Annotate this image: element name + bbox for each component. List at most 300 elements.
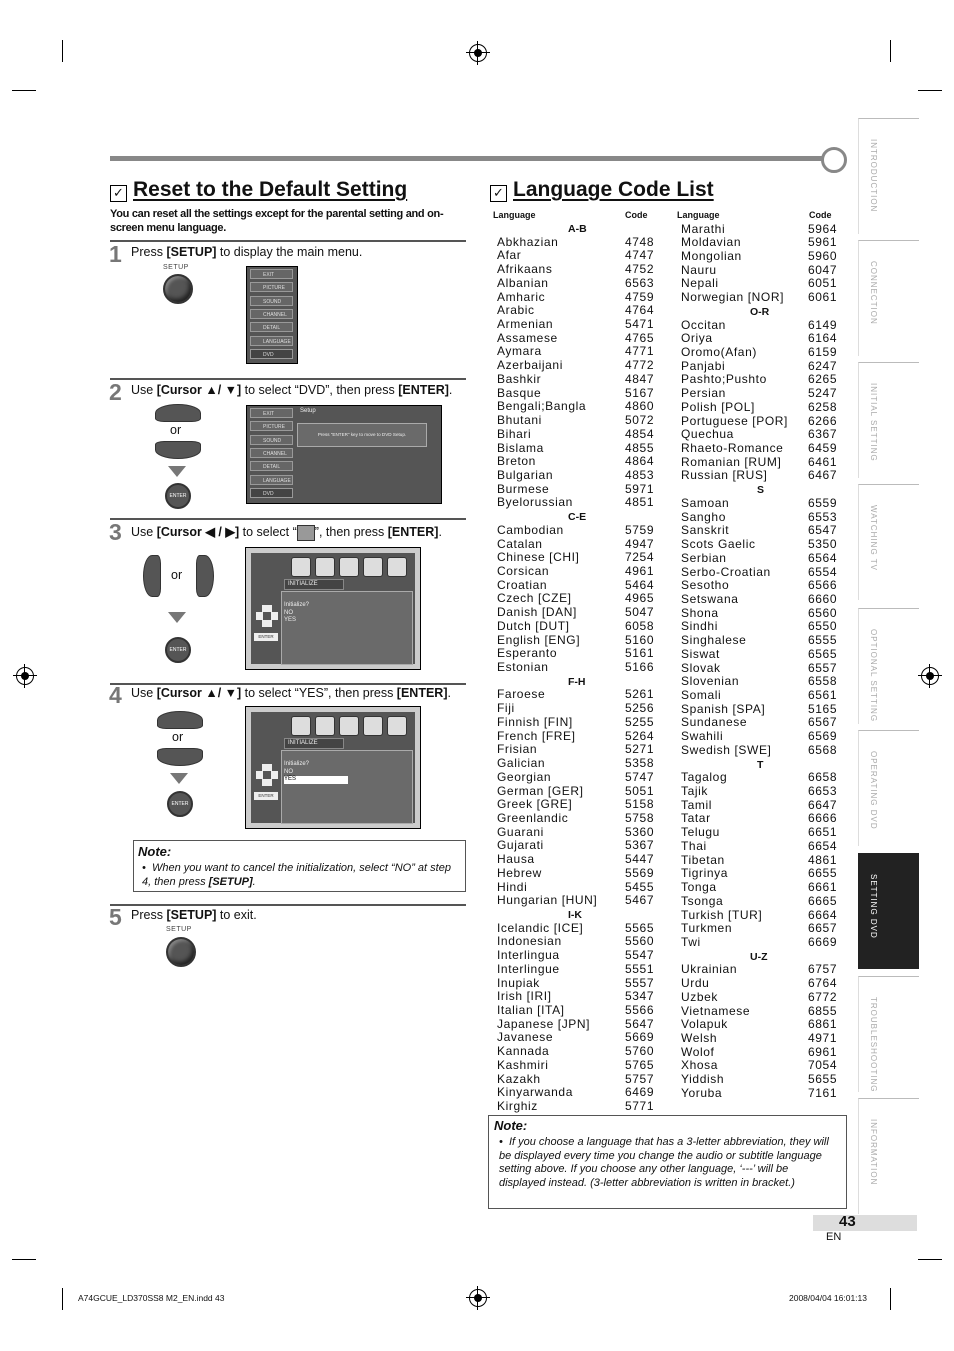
language-code: 5551 (625, 961, 655, 976)
language-code: 6861 (808, 1017, 838, 1032)
col1-language-header: Language (493, 210, 536, 220)
language-name: Siswat (681, 646, 720, 661)
language-name: Breton (497, 454, 536, 469)
step-number: 5 (109, 904, 122, 930)
language-code: 5347 (625, 989, 655, 1004)
initialize-options (282, 751, 412, 784)
cursor-up-button[interactable] (157, 711, 203, 729)
step-5-text: Press [SETUP] to exit. (131, 908, 257, 922)
side-tab-watching-tv[interactable] (858, 484, 919, 600)
initialize-tab: INITIALIZE (284, 738, 344, 749)
side-tab-label: INTRODUCTION (869, 139, 878, 213)
initialize-screen-1 (245, 547, 421, 670)
side-tab-label: OPTIONAL SETTING (869, 629, 878, 723)
reset-title: Reset to the Default Setting (133, 178, 408, 201)
language-name: Yoruba (681, 1085, 723, 1100)
initialize-tab: INITIALIZE (284, 579, 344, 590)
language-name: Japanese [JPN] (497, 1016, 591, 1031)
language-code: 5358 (625, 756, 655, 771)
initialize-screen-inner (251, 553, 415, 664)
step-divider (110, 518, 466, 520)
language-code: 6651 (808, 825, 838, 840)
language-code: 6855 (808, 1003, 838, 1018)
language-code: 6568 (808, 742, 838, 757)
language-name: Tamil (681, 797, 713, 812)
cursor-pad-icon (256, 764, 278, 786)
side-tab-label: OPERATING DVD (869, 751, 878, 830)
language-code: 5960 (808, 248, 838, 263)
language-code: 5669 (625, 1030, 655, 1045)
language-name: Tsonga (681, 893, 724, 908)
menu-item-dvd[interactable]: DVD (250, 349, 293, 359)
language-code: 6658 (808, 770, 838, 785)
arrow-down-icon (170, 773, 188, 784)
language-code: 5256 (625, 701, 655, 716)
language-code: 6664 (808, 907, 838, 922)
setup-button[interactable] (166, 937, 196, 967)
footer-file-info: A74GCUE_LD370SS8 M2_EN.indd 43 (78, 1293, 225, 1303)
footer-timestamp: 2008/04/04 16:01:13 (789, 1293, 867, 1303)
crop-mark (890, 40, 891, 62)
language-code: 4748 (625, 234, 655, 249)
language-code: 5047 (625, 605, 655, 620)
language-code: 5158 (625, 797, 655, 812)
language-code: 5467 (625, 893, 655, 908)
language-code: 6647 (808, 797, 838, 812)
setup-button-label: SETUP (163, 264, 189, 271)
language-name: Bashkir (497, 371, 542, 386)
side-tab-optional-setting[interactable] (858, 608, 919, 724)
language-code: 6051 (808, 276, 838, 291)
initialize-icon (297, 525, 315, 541)
menu-item-picture[interactable]: PICTURE (250, 282, 293, 292)
language-name: Panjabi (681, 358, 726, 373)
option-no: NO (284, 768, 293, 775)
language-code: 5569 (625, 865, 655, 880)
language-code: 7054 (808, 1058, 838, 1073)
language-name: Faroese (497, 687, 546, 702)
language-name: Greek [GRE] (497, 797, 573, 812)
language-name: Finnish [FIN] (497, 714, 573, 729)
language-name: Serbian (681, 550, 727, 565)
language-code: 6560 (808, 605, 838, 620)
step-number: 2 (109, 379, 122, 405)
language-code: 5765 (625, 1057, 655, 1072)
language-code: 4965 (625, 591, 655, 606)
menu-item-sound[interactable]: SOUND (250, 435, 293, 445)
language-name: Kirghiz (497, 1099, 538, 1114)
reset-note-box (133, 840, 466, 892)
language-section-heading (490, 178, 714, 202)
language-name: Oriya (681, 331, 713, 346)
language-code: 6461 (808, 454, 838, 469)
step-3-text: Use [Cursor ◀ / ▶] to select “ ”, then press [ENTER]. (131, 525, 442, 539)
language-name: Portuguese [POR] (681, 413, 788, 428)
language-name: Romanian [RUM] (681, 454, 782, 469)
initialize-question: Initialize? (284, 761, 310, 767)
language-name: Galician (497, 756, 546, 771)
enter-button[interactable]: ENTER (167, 791, 193, 817)
side-tab-troubleshooting[interactable] (858, 976, 919, 1092)
language-section-header: F-H (568, 675, 586, 688)
language-code: 6764 (808, 976, 838, 991)
language-section-header: T (757, 758, 764, 771)
enter-button[interactable]: ENTER (165, 483, 191, 509)
language-code: 7254 (625, 550, 655, 565)
language-code: 6047 (808, 262, 838, 277)
menu-item-exit[interactable]: EXIT (250, 408, 293, 418)
menu-item-detail[interactable]: DETAIL (250, 461, 293, 471)
language-code: 6547 (808, 523, 838, 538)
menu-item-picture[interactable]: PICTURE (250, 421, 293, 431)
menu-item-exit[interactable]: EXIT (250, 269, 293, 279)
language-name: Frisian (497, 742, 538, 757)
language-code: 5051 (625, 783, 655, 798)
registration-mark-icon (469, 44, 487, 62)
language-code: 4855 (625, 440, 655, 455)
language-name: Urdu (681, 976, 710, 991)
language-name: French [FRE] (497, 728, 576, 743)
language-name: Czech [CZE] (497, 591, 572, 606)
language-name: Arabic (497, 303, 535, 318)
language-code: 6661 (808, 880, 838, 895)
language-name: Georgian (497, 769, 552, 784)
language-name: Interlingua (497, 948, 560, 963)
language-code: 5560 (625, 934, 655, 949)
language-code: 5367 (625, 838, 655, 853)
language-name: Tajik (681, 784, 709, 799)
language-code: 6563 (625, 275, 655, 290)
language-code: 5072 (625, 413, 655, 428)
header-bar (110, 156, 822, 161)
language-code: 6558 (808, 674, 838, 689)
col1-code-header: Code (625, 210, 648, 220)
cursor-up-button[interactable] (155, 404, 201, 422)
language-code: 6564 (808, 550, 838, 565)
or-label: or (171, 568, 183, 582)
language-name: Indonesian (497, 934, 562, 949)
language-section-header: I-K (568, 909, 582, 921)
language-code: 5565 (625, 920, 655, 935)
language-name: Wolof (681, 1044, 715, 1059)
cursor-left-button[interactable] (143, 555, 161, 597)
language-section-header: O-R (750, 305, 770, 318)
setup-menu-screen (246, 405, 442, 504)
language-code: 6258 (808, 399, 838, 414)
language-name: Cambodian (497, 522, 564, 537)
language-code: 5167 (625, 385, 655, 400)
note-title: Note: (138, 844, 172, 859)
side-tab-label: INITIAL SETTING (869, 383, 878, 462)
enter-hint: ENTER (254, 792, 278, 800)
language-code: 5547 (625, 948, 655, 963)
checkbox-icon: ✓ (110, 185, 127, 202)
language-name: Tatar (681, 811, 711, 826)
language-name: Kinyarwanda (497, 1085, 573, 1100)
language-name: Hausa (497, 852, 535, 867)
menu-item-language[interactable]: LANGUAGE (250, 336, 293, 346)
arrow-down-icon (168, 466, 186, 477)
step-divider (110, 378, 466, 380)
language-name: Somali (681, 687, 722, 702)
side-tab-operating-dvd[interactable] (858, 730, 919, 846)
step-1-text: Press [SETUP] to display the main menu. (131, 245, 363, 259)
language-note-box (488, 1115, 847, 1209)
language-name: Icelandic [ICE] (497, 920, 584, 935)
language-name: Burmese (497, 481, 550, 496)
language-code: 5261 (625, 687, 655, 702)
language-name: Byelorussian (497, 495, 573, 510)
language-name: Nauru (681, 262, 717, 277)
setup-panel-message-box (297, 423, 427, 447)
language-code: 6159 (808, 344, 838, 359)
language-code: 5447 (625, 852, 655, 867)
language-name: Kannada (497, 1044, 550, 1059)
language-code: 6061 (808, 290, 838, 305)
side-tab-label: WATCHING TV (869, 505, 878, 571)
side-tab-information[interactable] (858, 1098, 919, 1214)
language-code: 5758 (625, 810, 655, 825)
language-code: 4752 (625, 262, 655, 277)
side-tab-connection[interactable] (858, 240, 919, 356)
language-name: English [ENG] (497, 632, 581, 647)
language-code: 6565 (808, 646, 838, 661)
language-code: 4971 (808, 1030, 838, 1045)
language-name: Fiji (497, 701, 515, 716)
language-name: Sangho (681, 509, 726, 524)
language-code: 5166 (625, 660, 655, 675)
language-name: Assamese (497, 330, 558, 345)
language-name: Bulgarian (497, 467, 554, 482)
initialize-screen-2 (245, 706, 421, 829)
language-code: 5255 (625, 714, 655, 729)
side-tab-setting-dvd[interactable] (858, 853, 919, 969)
step-number: 1 (109, 241, 122, 267)
language-code: 4864 (625, 454, 655, 469)
language-code: 5760 (625, 1044, 655, 1059)
language-name: Thai (681, 838, 707, 853)
language-code: 6772 (808, 989, 838, 1004)
cursor-pad-icon (256, 605, 278, 627)
language-name: Bengali;Bangla (497, 399, 587, 414)
language-name: Gujarati (497, 838, 544, 853)
language-name: Twi (681, 934, 701, 949)
language-code: 4764 (625, 303, 655, 318)
language-name: Danish [DAN] (497, 605, 577, 620)
page-language: EN (826, 1231, 842, 1243)
language-code: 6666 (808, 811, 838, 826)
language-code: 5759 (625, 522, 655, 537)
language-section-header: U-Z (750, 950, 768, 963)
language-name: Afar (497, 248, 522, 263)
menu-item-dvd[interactable]: DVD (250, 488, 293, 498)
language-name: Aymara (497, 344, 542, 359)
language-name: Inupiak (497, 975, 540, 990)
language-code: 5165 (808, 701, 838, 716)
side-tab-introduction[interactable] (858, 118, 919, 234)
language-section-header: S (757, 484, 765, 497)
language-code: 5566 (625, 1003, 655, 1018)
menu-item-sound[interactable]: SOUND (250, 296, 293, 306)
cursor-down-button[interactable] (157, 748, 203, 766)
language-name: Corsican (497, 564, 550, 578)
note-title: Note: (494, 1118, 528, 1133)
language-name: Sanskrit (681, 523, 730, 538)
language-code: 5647 (625, 1016, 655, 1031)
language-name: Javanese (497, 1030, 554, 1045)
language-code: 6757 (808, 962, 838, 977)
language-code: 6657 (808, 921, 838, 936)
language-name: Italian [ITA] (497, 1003, 565, 1018)
language-code: 6247 (808, 358, 838, 373)
language-name: Welsh (681, 1030, 718, 1045)
language-name: Norwegian [NOR] (681, 290, 785, 305)
language-code: 5247 (808, 386, 838, 401)
side-tab-label: SETTING DVD (869, 874, 878, 939)
language-code: 6467 (808, 468, 838, 483)
page-number: 43 (839, 1213, 856, 1230)
language-code: 5747 (625, 769, 655, 784)
language-name: Slovenian (681, 674, 740, 689)
language-name: Singhalese (681, 633, 747, 648)
language-name: Telugu (681, 825, 720, 840)
language-name: Sesotho (681, 578, 730, 593)
language-code: 6566 (808, 578, 838, 593)
language-name: Interlingue (497, 961, 560, 976)
language-name: Basque (497, 385, 542, 400)
language-code: 5961 (808, 235, 838, 250)
language-name: Greenlandic (497, 810, 569, 825)
side-tab-label: TROUBLESHOOTING (869, 997, 878, 1093)
language-name: Scots Gaelic (681, 537, 756, 552)
enter-button[interactable]: ENTER (165, 637, 191, 663)
language-name: Azerbaijani (497, 358, 563, 373)
language-name: Kazakh (497, 1071, 541, 1086)
crop-mark (918, 1259, 942, 1260)
side-tab-label: CONNECTION (869, 261, 878, 325)
language-code: 6553 (808, 509, 838, 524)
language-name: Xhosa (681, 1058, 719, 1073)
menu-item-channel[interactable]: CHANNEL (250, 309, 293, 319)
enter-hint: ENTER (254, 633, 278, 641)
step-divider (110, 904, 466, 906)
side-tab-initial-setting[interactable] (858, 362, 919, 478)
language-code: 6655 (808, 866, 838, 881)
language-name: Tigrinya (681, 866, 729, 881)
step-4-text: Use [Cursor ▲/ ▼] to select “YES”, then press [ENTER]. (131, 686, 451, 700)
language-name: Catalan (497, 536, 543, 551)
reset-section-heading (110, 178, 407, 202)
crop-mark (62, 40, 63, 62)
language-name: Marathi (681, 221, 726, 236)
crop-mark (62, 1288, 63, 1310)
language-code: 4771 (625, 344, 655, 359)
step-2-text: Use [Cursor ▲/ ▼] to select “DVD”, then press [ENTER]. (131, 383, 453, 397)
initialize-question: Initialize? (284, 602, 310, 608)
language-name: Yiddish (681, 1072, 725, 1087)
language-name: Uzbek (681, 989, 719, 1004)
language-code: 6550 (808, 619, 838, 634)
language-name: Serbo-Croatian (681, 564, 771, 579)
or-label: or (172, 730, 184, 744)
language-code: 5471 (625, 317, 655, 332)
language-name: Slovak (681, 660, 721, 675)
col2-language-header: Language (677, 210, 720, 220)
language-name: Armenian (497, 317, 554, 332)
language-name: Bihari (497, 426, 532, 441)
side-tab-label: INFORMATION (869, 1119, 878, 1186)
language-name: Tonga (681, 880, 717, 895)
language-code: 4759 (625, 289, 655, 304)
language-name: Turkish [TUR] (681, 907, 763, 922)
language-code: 4860 (625, 399, 655, 414)
language-name: German [GER] (497, 783, 584, 798)
menu-item-channel[interactable]: CHANNEL (250, 448, 293, 458)
language-name: Swahili (681, 729, 724, 744)
language-code: 6561 (808, 687, 838, 702)
language-code: 6569 (808, 729, 838, 744)
language-code: 6164 (808, 331, 838, 346)
initialize-screen-inner (251, 712, 415, 823)
language-name: Esperanto (497, 646, 558, 661)
language-code: 6961 (808, 1044, 838, 1059)
language-code: 4851 (625, 495, 655, 510)
language-name: Moldavian (681, 235, 742, 250)
language-code: 6555 (808, 633, 838, 648)
language-code: 4854 (625, 426, 655, 441)
page-number-bar (813, 1215, 917, 1231)
reset-intro: You can reset all the settings except for the parental setting and on-screen menu language. (110, 208, 444, 234)
note-text: • If you choose a language that has a 3-letter abbreviation, they will be displayed every time you change the audio or subtitle language setting above. If you choose any other language, ‘---’ will be displayed instead. (3-letter abbreviation is written in bracket.) (499, 1136, 829, 1189)
language-name: Quechua (681, 427, 734, 442)
menu-item-detail[interactable]: DETAIL (250, 322, 293, 332)
language-code: 5271 (625, 742, 655, 757)
language-code: 6559 (808, 495, 838, 510)
cursor-right-button[interactable] (196, 555, 214, 597)
menu-item-language[interactable]: LANGUAGE (250, 475, 293, 485)
initialize-panel (281, 591, 413, 665)
registration-mark-icon (921, 667, 939, 685)
language-name: Samoan (681, 495, 730, 510)
crop-mark (890, 1288, 891, 1310)
language-code: 5971 (625, 481, 655, 496)
language-name: Estonian (497, 660, 549, 675)
cursor-down-button[interactable] (155, 441, 201, 459)
setup-button[interactable] (163, 274, 193, 304)
language-section-header: C-E (568, 511, 587, 524)
initialize-panel (281, 750, 413, 824)
language-name: Bislama (497, 440, 544, 455)
language-name: Hebrew (497, 865, 542, 880)
language-name: Ukrainian (681, 962, 738, 977)
language-code: 6557 (808, 660, 838, 675)
language-name: Vietnamese (681, 1003, 751, 1018)
language-code: 6554 (808, 564, 838, 579)
registration-mark-icon (469, 1289, 487, 1307)
language-name: Hindi (497, 879, 528, 894)
language-name: Afrikaans (497, 262, 553, 277)
language-code: 4772 (625, 358, 655, 373)
language-name: Persian (681, 386, 726, 401)
col2-code-header: Code (809, 210, 832, 220)
language-name: Occitan (681, 317, 726, 332)
language-name: Tagalog (681, 770, 728, 785)
language-code: 6653 (808, 784, 838, 799)
step-divider (110, 683, 466, 685)
language-code: 4861 (808, 852, 838, 867)
language-code: 5264 (625, 728, 655, 743)
language-name: Amharic (497, 289, 546, 304)
